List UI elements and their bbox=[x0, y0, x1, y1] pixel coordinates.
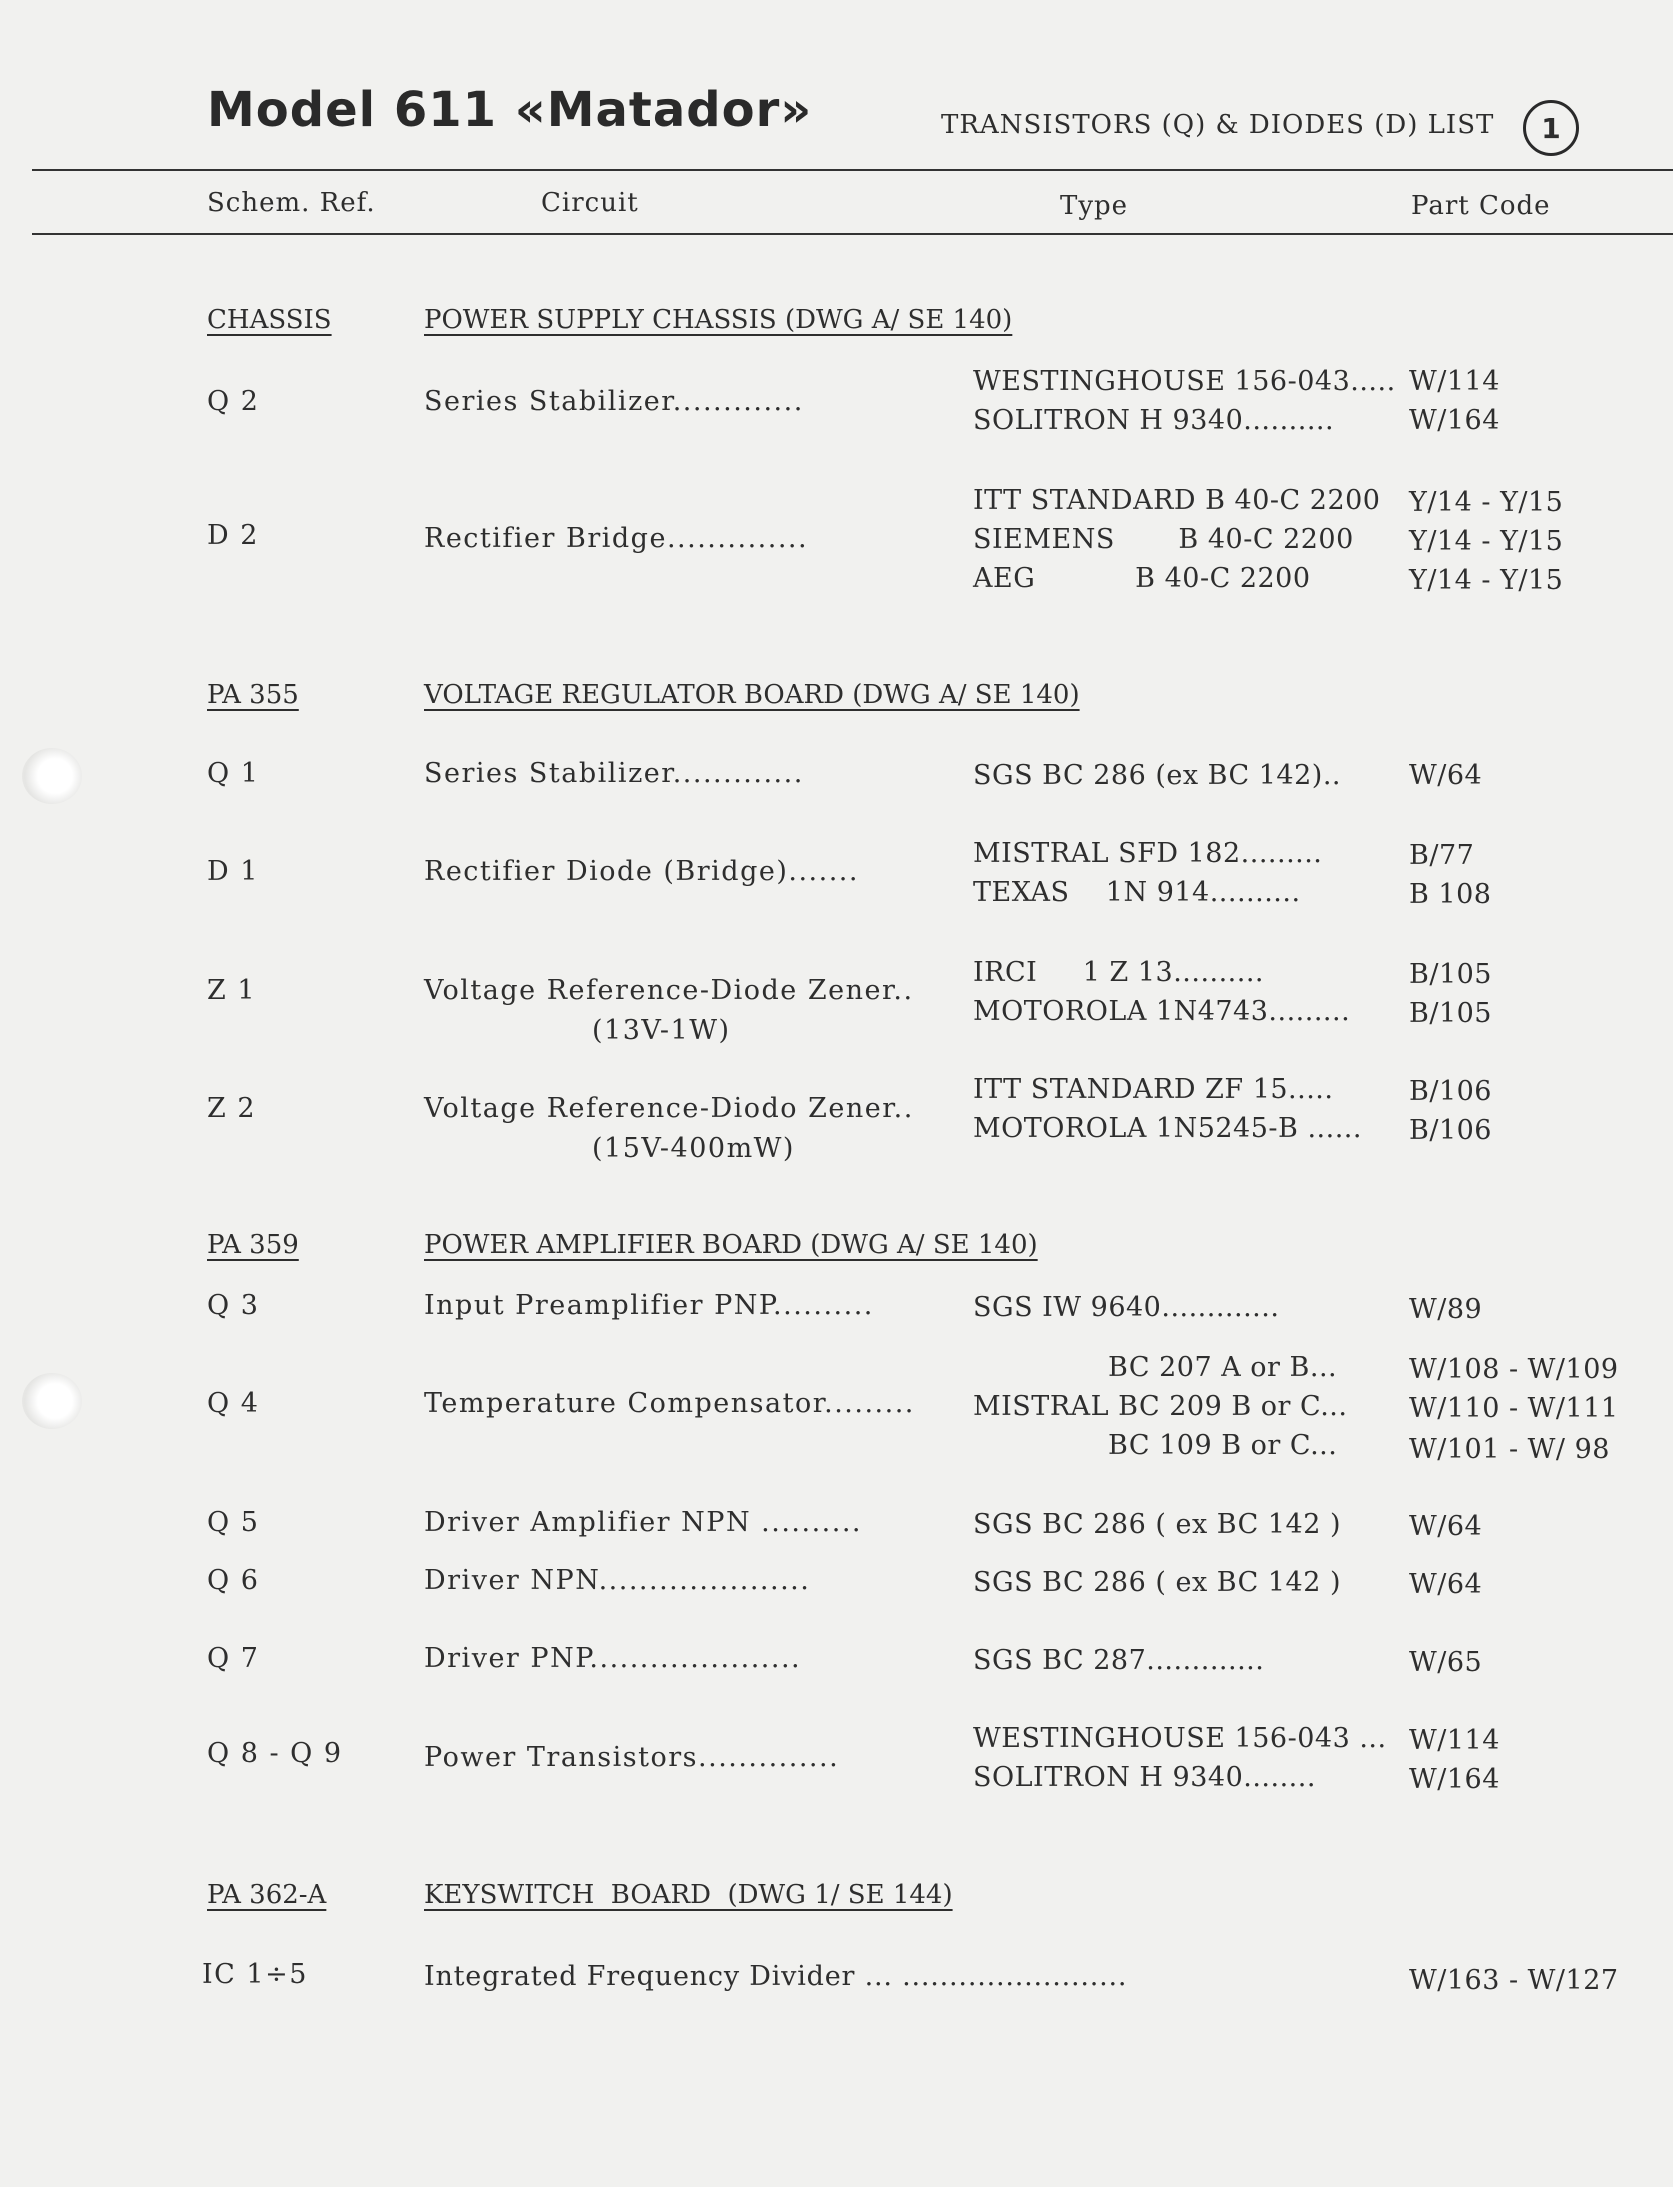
row-circuit: Input Preamplifier PNP.......... bbox=[424, 1290, 874, 1321]
row-part-code: W/164 bbox=[1409, 1764, 1500, 1795]
row-ref: Q 4 bbox=[207, 1388, 260, 1419]
row-part-code: Y/14 - Y/15 bbox=[1409, 526, 1564, 557]
punch-hole-top bbox=[22, 748, 82, 804]
row-part-code: W/64 bbox=[1409, 1511, 1483, 1542]
row-ref: Q 1 bbox=[207, 758, 260, 789]
section-title: POWER AMPLIFIER BOARD (DWG A/ SE 140) bbox=[424, 1230, 1038, 1260]
row-type: BC 109 B or C... bbox=[1108, 1430, 1338, 1461]
section-title: KEYSWITCH BOARD (DWG 1/ SE 144) bbox=[424, 1880, 953, 1910]
row-type: TEXAS 1N 914.......... bbox=[973, 877, 1301, 908]
row-circuit: Series Stabilizer............. bbox=[424, 758, 804, 789]
row-type: MISTRAL BC 209 B or C... bbox=[973, 1391, 1348, 1422]
row-circuit: Rectifier Diode (Bridge)....... bbox=[424, 856, 859, 887]
row-part-code: W/64 bbox=[1409, 760, 1483, 791]
row-type: BC 207 A or B... bbox=[1108, 1352, 1338, 1383]
section-title: POWER SUPPLY CHASSIS (DWG A/ SE 140) bbox=[424, 305, 1013, 335]
row-circuit: Temperature Compensator......... bbox=[424, 1388, 915, 1419]
row-part-code: W/64 bbox=[1409, 1569, 1483, 1600]
row-circuit-note: (13V-1W) bbox=[592, 1015, 731, 1046]
row-ref: Q 3 bbox=[207, 1290, 260, 1321]
row-part-code: B/106 bbox=[1409, 1115, 1492, 1146]
row-type: ITT STANDARD B 40-C 2200 bbox=[973, 485, 1381, 516]
row-ref: Q 7 bbox=[207, 1643, 260, 1674]
row-part-code: W/110 - W/111 bbox=[1409, 1393, 1619, 1424]
section-ref: CHASSIS bbox=[207, 305, 332, 335]
row-circuit: Driver Amplifier NPN .......... bbox=[424, 1507, 862, 1538]
row-part-code: B/77 bbox=[1409, 840, 1475, 871]
row-ref: Q 2 bbox=[207, 386, 260, 417]
row-part-code: Y/14 - Y/15 bbox=[1409, 487, 1564, 518]
row-type: IRCI 1 Z 13.......... bbox=[973, 957, 1265, 988]
row-part-code: B/105 bbox=[1409, 998, 1492, 1029]
row-part-code: W/101 - W/ 98 bbox=[1409, 1434, 1610, 1465]
punch-hole-bottom bbox=[22, 1373, 82, 1429]
section-ref: PA 362-A bbox=[207, 1880, 327, 1910]
row-ref: Z 1 bbox=[207, 975, 257, 1006]
row-circuit: Driver NPN..................... bbox=[424, 1565, 811, 1596]
row-type: SGS BC 286 (ex BC 142).. bbox=[973, 760, 1341, 791]
list-number: 1 bbox=[1541, 111, 1561, 145]
row-type: MISTRAL SFD 182......... bbox=[973, 838, 1323, 869]
row-type: AEG B 40-C 2200 bbox=[973, 563, 1311, 594]
row-type: WESTINGHOUSE 156-043..... bbox=[973, 366, 1396, 397]
row-ref: Q 5 bbox=[207, 1507, 260, 1538]
section-title: VOLTAGE REGULATOR BOARD (DWG A/ SE 140) bbox=[424, 680, 1080, 710]
column-header-part-code: Part Code bbox=[1411, 191, 1551, 221]
row-ref: D 2 bbox=[207, 520, 259, 551]
row-circuit: Power Transistors.............. bbox=[424, 1742, 840, 1773]
row-ref: Q 8 - Q 9 bbox=[207, 1738, 343, 1769]
row-part-code: B/105 bbox=[1409, 959, 1492, 990]
row-part-code: W/114 bbox=[1409, 366, 1500, 397]
row-part-code: Y/14 - Y/15 bbox=[1409, 565, 1564, 596]
row-circuit: Series Stabilizer............. bbox=[424, 386, 804, 417]
row-type: SGS IW 9640............. bbox=[973, 1292, 1280, 1323]
row-part-code: W/114 bbox=[1409, 1725, 1500, 1756]
row-type: ITT STANDARD ZF 15..... bbox=[973, 1074, 1334, 1105]
row-circuit: Integrated Frequency Divider ... ........................ bbox=[424, 1961, 1128, 1992]
section-ref: PA 355 bbox=[207, 680, 299, 710]
row-ref: Q 6 bbox=[207, 1565, 260, 1596]
page-subtitle: TRANSISTORS (Q) & DIODES (D) LIST bbox=[941, 110, 1495, 140]
column-header-circuit: Circuit bbox=[541, 188, 639, 218]
row-circuit: Rectifier Bridge.............. bbox=[424, 523, 809, 554]
row-type: SOLITRON H 9340.......... bbox=[973, 405, 1335, 436]
row-part-code: W/164 bbox=[1409, 405, 1500, 436]
row-part-code: W/163 - W/127 bbox=[1409, 1965, 1619, 1996]
row-type: SOLITRON H 9340........ bbox=[973, 1762, 1316, 1793]
row-ref: D 1 bbox=[207, 856, 259, 887]
column-header-type: Type bbox=[1060, 191, 1129, 221]
list-number-badge bbox=[1523, 100, 1579, 156]
row-part-code: W/65 bbox=[1409, 1647, 1483, 1678]
row-type: SGS BC 286 ( ex BC 142 ) bbox=[973, 1509, 1341, 1540]
row-type: SGS BC 286 ( ex BC 142 ) bbox=[973, 1567, 1341, 1598]
header-rule-bottom bbox=[32, 233, 1673, 235]
row-type: SGS BC 287............. bbox=[973, 1645, 1265, 1676]
row-circuit: Driver PNP..................... bbox=[424, 1643, 802, 1674]
section-ref: PA 359 bbox=[207, 1230, 299, 1260]
row-type: WESTINGHOUSE 156-043 ... bbox=[973, 1723, 1387, 1754]
row-type: MOTOROLA 1N4743......... bbox=[973, 996, 1351, 1027]
row-type: SIEMENS B 40-C 2200 bbox=[973, 524, 1354, 555]
row-circuit: Voltage Reference-Diodo Zener.. bbox=[424, 1093, 914, 1124]
row-circuit: Voltage Reference-Diode Zener.. bbox=[424, 975, 914, 1006]
row-ref: IC 1÷5 bbox=[202, 1959, 308, 1990]
row-circuit-note: (15V-400mW) bbox=[592, 1133, 795, 1164]
row-part-code: W/108 - W/109 bbox=[1409, 1354, 1619, 1385]
page-title: Model 611 «Matador» bbox=[207, 82, 813, 138]
row-ref: Z 2 bbox=[207, 1093, 257, 1124]
row-type: MOTOROLA 1N5245-B ...... bbox=[973, 1113, 1362, 1144]
row-part-code: W/89 bbox=[1409, 1294, 1483, 1325]
row-part-code: B 108 bbox=[1409, 879, 1492, 910]
header-rule-top bbox=[32, 169, 1673, 171]
row-part-code: B/106 bbox=[1409, 1076, 1492, 1107]
column-header-ref: Schem. Ref. bbox=[207, 188, 376, 218]
